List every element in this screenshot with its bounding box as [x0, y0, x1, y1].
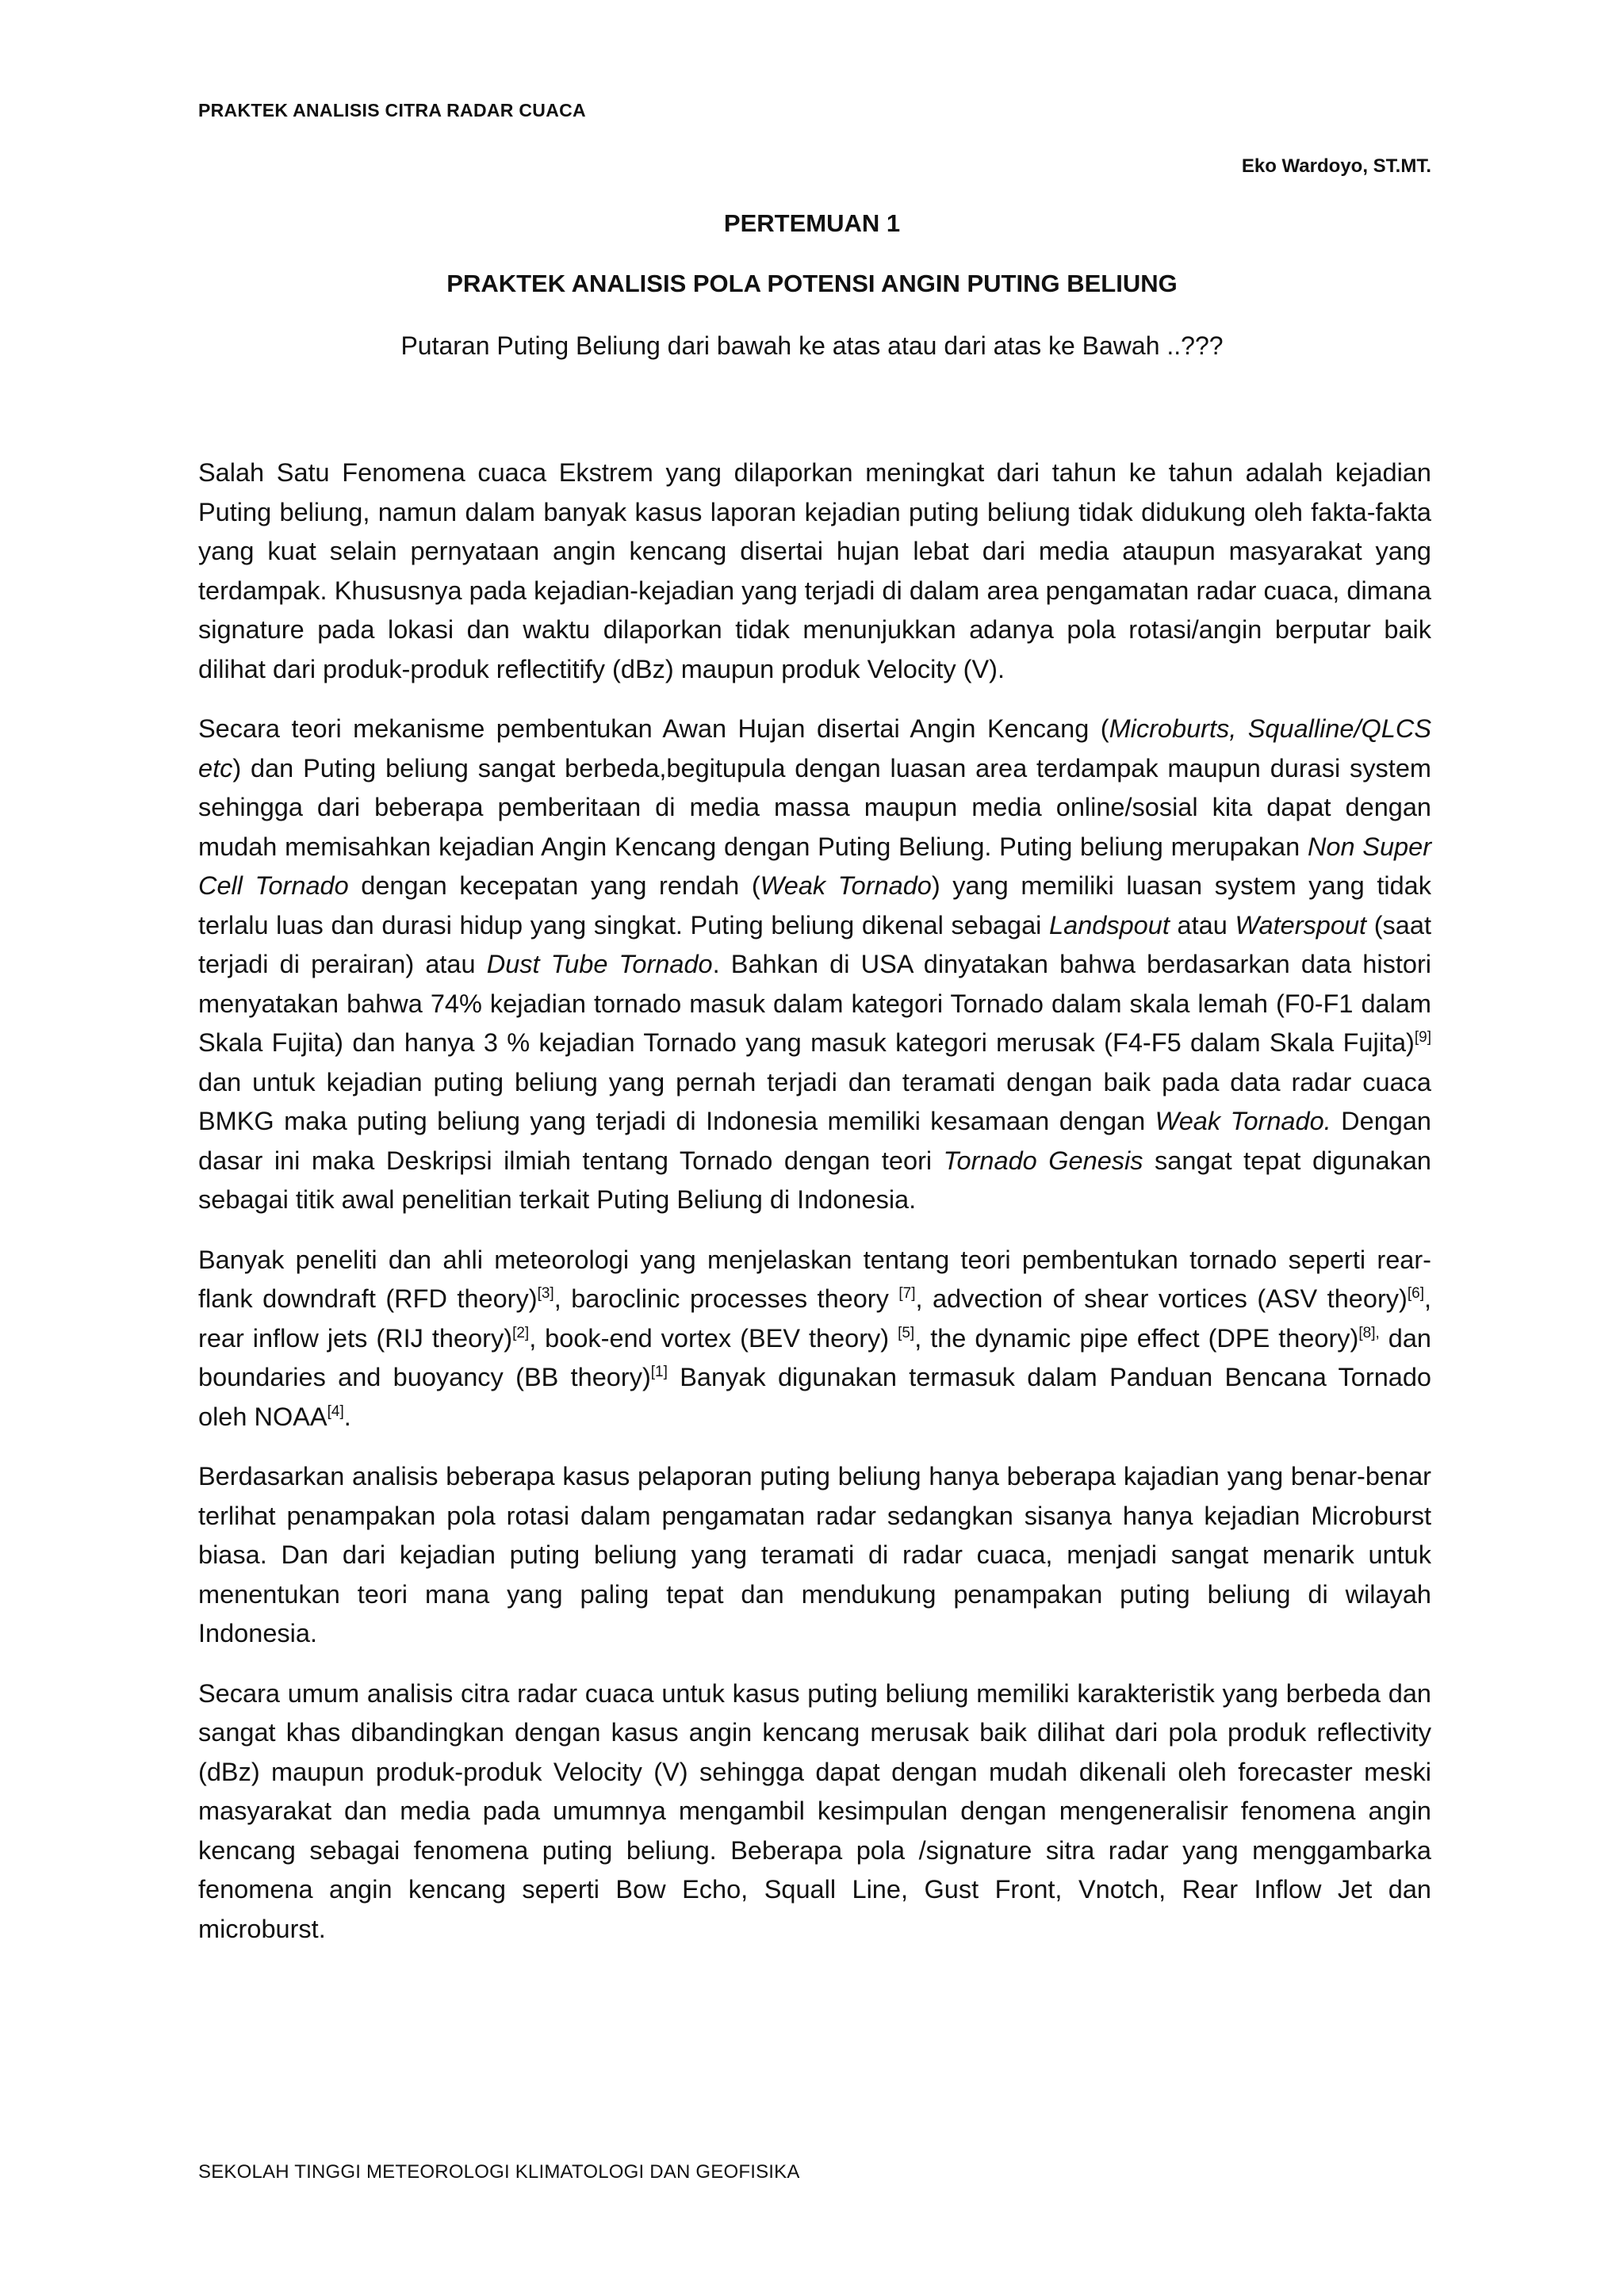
paragraph-2: Secara teori mekanisme pembentukan Awan Hujan disertai Angin Kencang (Microburts, Squalline/QLCS etc) dan Puting beliung sangat berbeda,begitupula dengan luasan area terdampak maupun durasi system sehingga dari beberapa pemberitaan di media massa maupun media online/sosial kita dapat dengan mudah memisahkan kejadian Angin Kencang dengan Puting Beliung. Puting beliung merupakan Non Super Cell Tornado dengan kecepatan yang rendah (Weak Tornado) yang memiliki luasan system yang tidak terlalu luas dan durasi hidup yang singkat. Puting beliung dikenal sebagai Landspout atau Waterspout (saat terjadi di perairan) atau Dust Tube Tornado. Bahkan di USA dinyatakan bahwa berdasarkan data histori menyatakan bahwa 74% kejadian tornado masuk dalam kategori Tornado dalam skala lemah (F0-F1 dalam Skala Fujita) dan hanya 3 % kejadian Tornado yang masuk kategori merusak (F4-F5 dalam Skala Fujita)[9] dan untuk kejadian puting beliung yang pernah terjadi dan teramati dengan baik pada data radar cuaca BMKG maka puting beliung yang terjadi di Indonesia memiliki kesamaan dengan Weak Tornado. Dengan dasar ini maka Deskripsi ilmiah tentang Tornado dengan teori Tornado Genesis sangat tepat digunakan sebagai titik awal penelitian terkait Puting Beliung di Indonesia. [198, 714, 1432, 1214]
citation: [6] [1407, 1285, 1424, 1303]
body-text [198, 453, 1431, 1969]
document-title: PRAKTEK ANALISIS POLA POTENSI ANGIN PUTING BELIUNG [446, 270, 1178, 297]
author-name: Eko Wardoyo, ST.MT. [1241, 155, 1431, 177]
citation: [2] [512, 1324, 530, 1341]
citation: [9] [1414, 1029, 1431, 1047]
citation: [1] [650, 1364, 668, 1381]
document-subtitle: Putaran Puting Beliung dari bawah ke atas atau dari atas ke Bawah ..??? [400, 331, 1224, 360]
citation: [4] [327, 1402, 344, 1420]
running-header: PRAKTEK ANALISIS CITRA RADAR CUACA [198, 100, 586, 121]
paragraph-4: Berdasarkan analisis beberapa kasus pelaporan puting beliung hanya beberapa kajadian yang benar-benar terlihat penampakan pola rotasi dalam pengamatan radar sedangkan sisanya hanya kejadian Microburst biasa. Dan dari kejadian puting beliung yang teramati di radar cuaca, menjadi sangat menarik untuk menentukan teori mana yang paling tepat dan mendukung penampakan puting beliung di wilayah Indonesia. [198, 1462, 1431, 1647]
paragraph-3: Banyak peneliti dan ahli meteorologi yang menjelaskan tentang teori pembentukan tornado seperti rear-flank downdraft (RFD theory)[3], baroclinic processes theory [7], advection of shear vortices (ASV theory)[6], rear inflow jets (RIJ theory)[2], book-end vortex (BEV theory) [5], the dynamic pipe effect (DPE theory)$^{[8],}$ dan boundaries and buoyancy (BB theory)[1] Banyak digunakan termasuk dalam Panduan Bencana Tornado oleh NOAA[4]. [198, 1245, 1431, 1431]
citation: [5] [898, 1324, 915, 1341]
page-footer: SEKOLAH TINGGI METEOROLOGI KLIMATOLOGI DAN GEOFISIKA [198, 2161, 800, 2183]
paragraph-1: Salah Satu Fenomena cuaca Ekstrem yang dilaporkan meningkat dari tahun ke tahun adalah kejadian Puting beliung, namun dalam banyak kasus laporan kejadian puting beliung tidak didukung oleh fakta-fakta yang kuat selain pernyataan angin kencang disertai hujan lebat dari media ataupun masyarakat yang terdampak. Khususnya pada kejadian-kejadian yang terjadi di dalam area pengamatan radar cuaca, dimana signature pada lokasi dan waktu dilaporkan tidak menunjukkan adanya pola rotasi/angin berputar baik dilihat dari produk-produk reflectitify (dBz) maupun produk Velocity (V). [198, 458, 1431, 683]
paragraph-5: Secara umum analisis citra radar cuaca untuk kasus puting beliung memiliki karakteristik yang berbeda dan sangat khas dibandingkan dengan kasus angin kencang merusak baik dilihat dari pola produk reflectivity (dBz) maupun produk-produk Velocity (V) sehingga dapat dengan mudah dikenali oleh forecaster meski masyarakat dan media pada umumnya mengambil kesimpulan dengan mengeneralisir fenomena angin kencang sebagai fenomena puting beliung. Beberapa pola /signature sitra radar yang menggambarka fenomena angin kencang seperti Bow Echo, Squall Line, Gust Front, Vnotch, Rear Inflow Jet dan microburst. [198, 1678, 1431, 1943]
citation: [8], [1358, 1324, 1380, 1341]
citation: [7] [898, 1285, 916, 1303]
meeting-title: PERTEMUAN 1 [723, 209, 901, 237]
citation: [3] [537, 1285, 554, 1303]
